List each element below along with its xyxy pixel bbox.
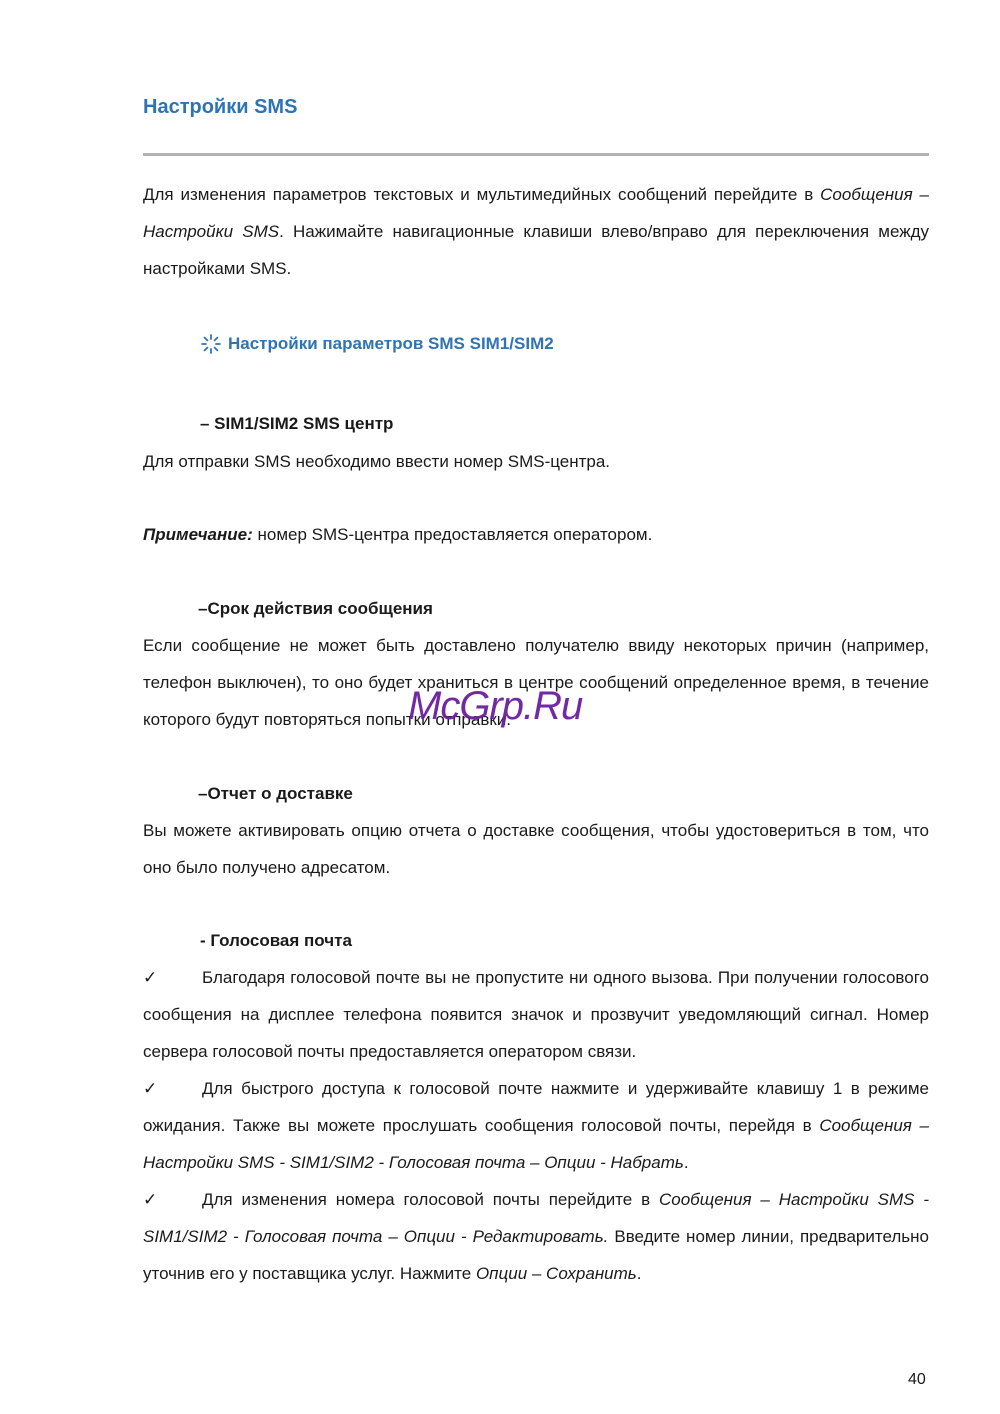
voicemail-item-3-path-2: Опции – Сохранить [475,1264,637,1283]
page-title: Настройки SMS [143,96,298,118]
voicemail-item-3-text-2: Введите номер линии, предварительно уточнив его у поставщика услуг. Нажмите [143,1227,929,1283]
watermark: McGrp.Ru [408,684,583,728]
intro-paragraph [143,176,929,287]
spinner-icon [200,333,222,355]
sms-center-text: Для отправки SMS необходимо ввести номер SMS-центра. [143,452,611,471]
voicemail-item-3-path: Сообщения – Настройки SMS - SIM1/SIM2 - Голосовая почта – Опции - Редактировать. [143,1190,929,1246]
check-icon: ✓ [143,1190,158,1209]
validity-heading: –Срок действия сообщения [198,599,433,618]
intro-menu-path: Сообщения – Настройки SMS [143,185,929,241]
title-divider [143,153,929,156]
check-icon: ✓ [143,1079,158,1098]
page-number: 40 [908,1371,926,1388]
intro-text-1: Для изменения параметров текстовых и мультимедийных сообщений перейдите в [143,185,821,204]
note-paragraph [143,525,652,545]
sms-center-heading: – SIM1/SIM2 SMS центр [200,414,394,433]
delivery-heading: –Отчет о доставке [198,784,353,803]
voicemail-item-1 [143,959,929,1070]
section-heading [200,333,554,355]
validity-text: Если сообщение не может быть доставлено получателю ввиду некоторых причин (например, телефон выключен), то оно будет храниться в центре сообщений определенное время, в течение которого будут повторяться попытки отправки. [143,636,929,729]
voicemail-item-2 [143,1070,929,1181]
intro-text-2: . Нажимайте навигационные клавиши влево/вправо для переключения между настройками SMS. [143,222,930,278]
note-text: номер SMS-центра предоставляется оператором. [252,525,653,544]
voicemail-item-1-text: Благодаря голосовой почте вы не пропустите ни одного вызова. При получении голосового сообщения на дисплее телефона появится значок и прозвучит уведомляющий сигнал. Номер сервера голосовой почты предоставляется оператором связи. [143,968,929,1061]
voicemail-item-3-end: . [636,1264,642,1283]
voicemail-item-3-text: Для изменения номера голосовой почты перейдите в [202,1190,659,1209]
voicemail-item-3 [143,1181,929,1292]
delivery-text: Вы можете активировать опцию отчета о доставке сообщения, чтобы удостовериться в том, что оно было получено адресатом. [143,821,929,877]
check-icon: ✓ [143,968,158,987]
voicemail-heading: - Голосовая почта [200,931,352,950]
note-label: Примечание: [143,525,253,544]
voicemail-item-2-end: . [683,1153,689,1172]
section-heading-text: Настройки параметров SMS SIM1/SIM2 [228,334,554,353]
voicemail-item-2-path: Сообщения – Настройки SMS - SIM1/SIM2 - Голосовая почта – Опции - Набрать [143,1116,929,1172]
voicemail-item-2-text: Для быстрого доступа к голосовой почте нажмите и удерживайте клавишу 1 в режиме ожидания. Также вы можете прослушать сообщения голосовой почты, перейдя в [143,1079,929,1135]
